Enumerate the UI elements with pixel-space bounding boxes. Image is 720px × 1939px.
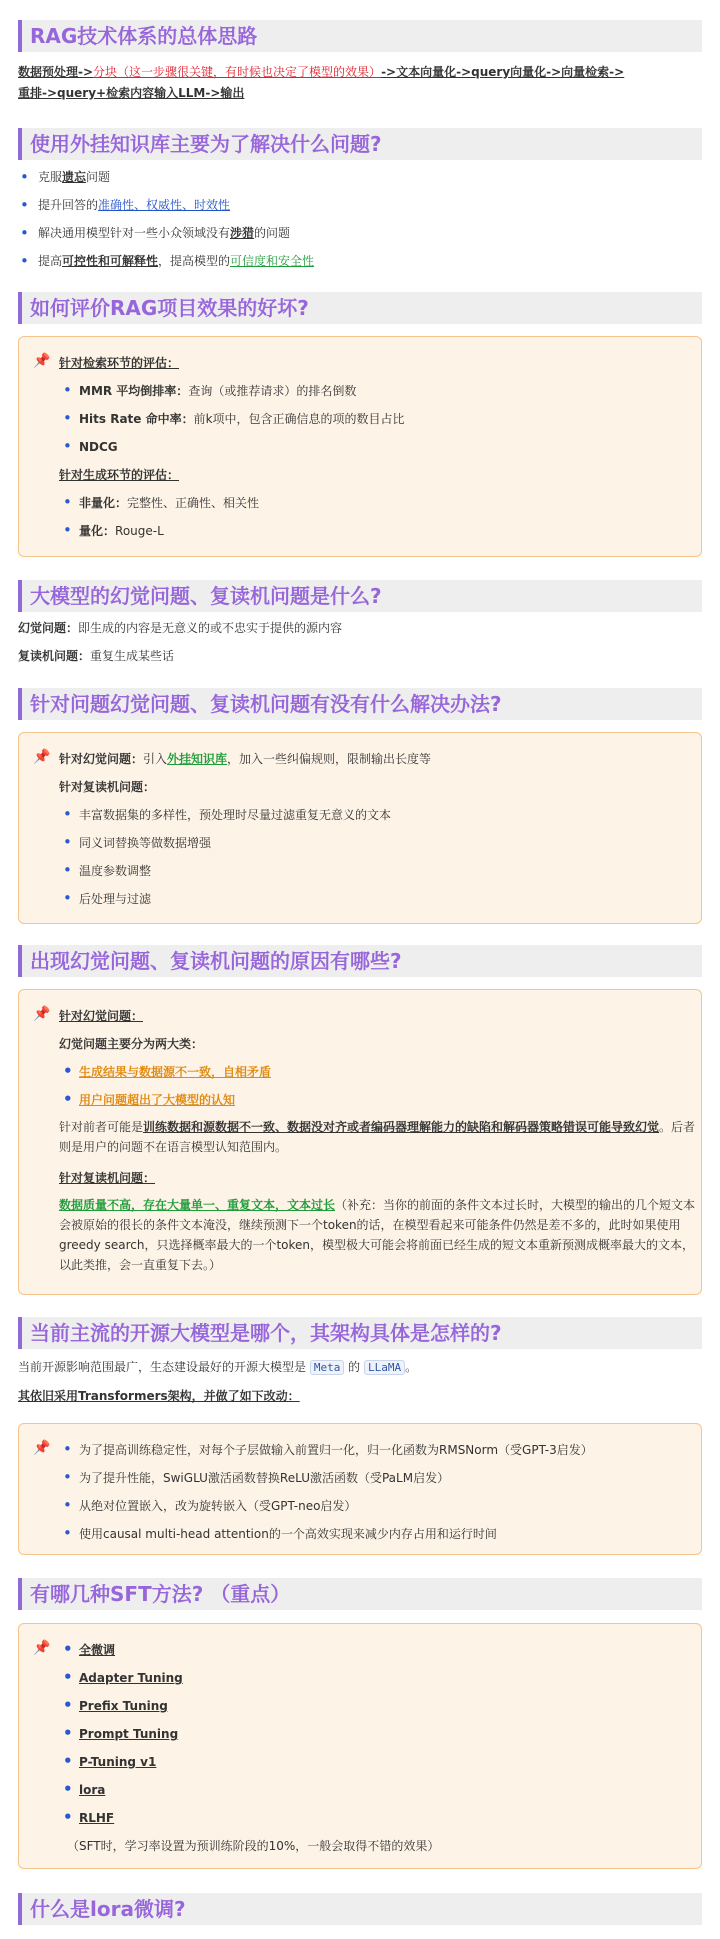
definition-repetition: 复读机问题：重复生成某些话 <box>18 649 175 663</box>
list-item: • 克服遗忘问题 <box>18 163 314 191</box>
callout-subheading: 针对复读机问题： <box>59 780 156 794</box>
list-item: • 为了提升性能，SwiGLU激活函数替换ReLU激活函数（受PaLM启发） <box>59 1469 449 1487</box>
inline-code: LLaMA <box>364 1360 405 1375</box>
rag-pipeline-line-2: 重排->query+检索内容输入LLM->输出 <box>18 86 245 100</box>
heading-lora: 什么是lora微调? <box>18 1893 702 1925</box>
heading-hallucination: 大模型的幻觉问题、复读机问题是什么? <box>18 580 702 612</box>
list-item: • Hits Rate 命中率：前k项中，包含正确信息的项的数目占比 <box>59 410 405 428</box>
list-item: • 提高可控性和可解释性，提高模型的可信度和安全性 <box>18 247 314 275</box>
callout-subheading: 针对幻觉问题： <box>59 1009 144 1023</box>
llm-arch-note: 其依旧采用Transformers架构，并做了如下改动： <box>18 1389 300 1403</box>
callout-subheading: 针对检索环节的评估： <box>59 356 180 370</box>
heading-rag-evaluation: 如何评价RAG项目效果的好坏? <box>18 292 702 324</box>
callout-subheading: 针对复读机问题： <box>59 1171 156 1185</box>
list-item: • 从绝对位置嵌入，改为旋转嵌入（受GPT-neo启发） <box>59 1497 356 1515</box>
callout-sft-methods <box>18 1623 702 1869</box>
list-item: • 解决通用模型针对一些小众领域没有涉猎的问题 <box>18 219 314 247</box>
heading-causes: 出现幻觉问题、复读机问题的原因有哪些? <box>18 945 702 977</box>
list-item: • lora <box>59 1781 105 1799</box>
list-item: • 同义词替换等做数据增强 <box>59 834 211 852</box>
sft-note: （SFT时，学习率设置为预训练阶段的10%，一般会取得不错的效果） <box>67 1839 440 1853</box>
list-item: • 为了提高训练稳定性，对每个子层做输入前置归一化，归一化函数为RMSNorm（受GPT-3启发） <box>59 1441 593 1459</box>
list-item: • 生成结果与数据源不一致，自相矛盾 <box>59 1063 271 1081</box>
heading-solutions: 针对问题幻觉问题、复读机问题有没有什么解决办法? <box>18 688 702 720</box>
rag-pipeline-line-1 <box>18 63 624 81</box>
pin-icon: 📌 <box>33 1440 51 1456</box>
llm-intro: 当前开源影响范围最广，生态建设最好的开源大模型是 Meta 的 LLaMA 。 <box>18 1360 418 1374</box>
list-item: • Prefix Tuning <box>59 1697 168 1715</box>
list-item: • NDCG <box>59 438 118 456</box>
list-item: • 后处理与过滤 <box>59 890 151 908</box>
callout-llama-changes <box>18 1423 702 1555</box>
list-item: • 全微调 <box>59 1641 115 1659</box>
heading-rag-overview: RAG技术体系的总体思路 <box>18 20 702 52</box>
causes-paragraph: 针对前者可能是训练数据和源数据不一致、数据没对齐或者编码器理解能力的缺陷和解码器策略错误可能导致幻觉。后者则是用户的问题不在语言模型认知范围内。 <box>59 1120 696 1154</box>
pipeline-chunk-highlight: 分块（这一步骤很关键，有时候也决定了模型的效果） <box>93 65 382 79</box>
list-item: • MMR 平均倒排率：查询（或推荐请求）的排名倒数 <box>59 382 356 400</box>
pin-icon: 📌 <box>33 1640 51 1656</box>
callout-line: 针对幻觉问题：引入外挂知识库，加入一些纠偏规则，限制输出长度等 <box>59 752 432 766</box>
callout-causes <box>18 989 702 1295</box>
knowledge-base-list <box>18 163 314 275</box>
list-item: • RLHF <box>59 1809 114 1827</box>
pin-icon: 📌 <box>33 749 51 765</box>
list-item: • 使用causal multi-head attention的一个高效实现来减少内存占用和运行时间 <box>59 1525 497 1543</box>
list-item: • 非量化：完整性、正确性、相关性 <box>59 494 259 512</box>
heading-sft-methods: 有哪几种SFT方法? （重点） <box>18 1578 702 1610</box>
list-item: • 提升回答的准确性、权威性、时效性 <box>18 191 314 219</box>
list-item: • Adapter Tuning <box>59 1669 183 1687</box>
heading-open-source-llm: 当前主流的开源大模型是哪个，其架构具体是怎样的? <box>18 1317 702 1349</box>
heading-knowledge-base: 使用外挂知识库主要为了解决什么问题? <box>18 128 702 160</box>
pin-icon: 📌 <box>33 1006 51 1022</box>
repetition-cause-paragraph: 数据质量不高，存在大量单一、重复文本，文本过长（补充：当你的前面的条件文本过长时，大模型的输出的几个短文本会被原始的很长的条件文本淹没，继续预测下一个token的话，在模型看起来可能条件仍然是差不多的，此时如果使用greedy search，只选择概率最大的一个token，模型极大可能会将前面已经生成的短文本重新预测成概率最大的文本，以此类推，会一直重复下去。） <box>59 1198 696 1272</box>
list-item: • 用户问题超出了大模型的认知 <box>59 1091 235 1109</box>
inline-code: Meta <box>310 1360 345 1375</box>
list-item: • 丰富数据集的多样性，预处理时尽量过滤重复无意义的文本 <box>59 806 391 824</box>
callout-solutions <box>18 732 702 924</box>
list-item: • 量化：Rouge-L <box>59 522 164 540</box>
list-item: • Prompt Tuning <box>59 1725 178 1743</box>
callout-evaluation <box>18 336 702 557</box>
pin-icon: 📌 <box>33 353 51 369</box>
definition-hallucination: 幻觉问题：即生成的内容是无意义的或不忠实于提供的源内容 <box>18 621 343 635</box>
pipeline-step: 数据预处理-> <box>18 65 94 79</box>
pipeline-step: ->文本向量化->query向量化->向量检索-> <box>381 65 625 79</box>
callout-subheading: 幻觉问题主要分为两大类： <box>59 1037 204 1051</box>
callout-subheading: 针对生成环节的评估： <box>59 468 180 482</box>
list-item: • 温度参数调整 <box>59 862 151 880</box>
list-item: • P-Tuning v1 <box>59 1753 156 1771</box>
